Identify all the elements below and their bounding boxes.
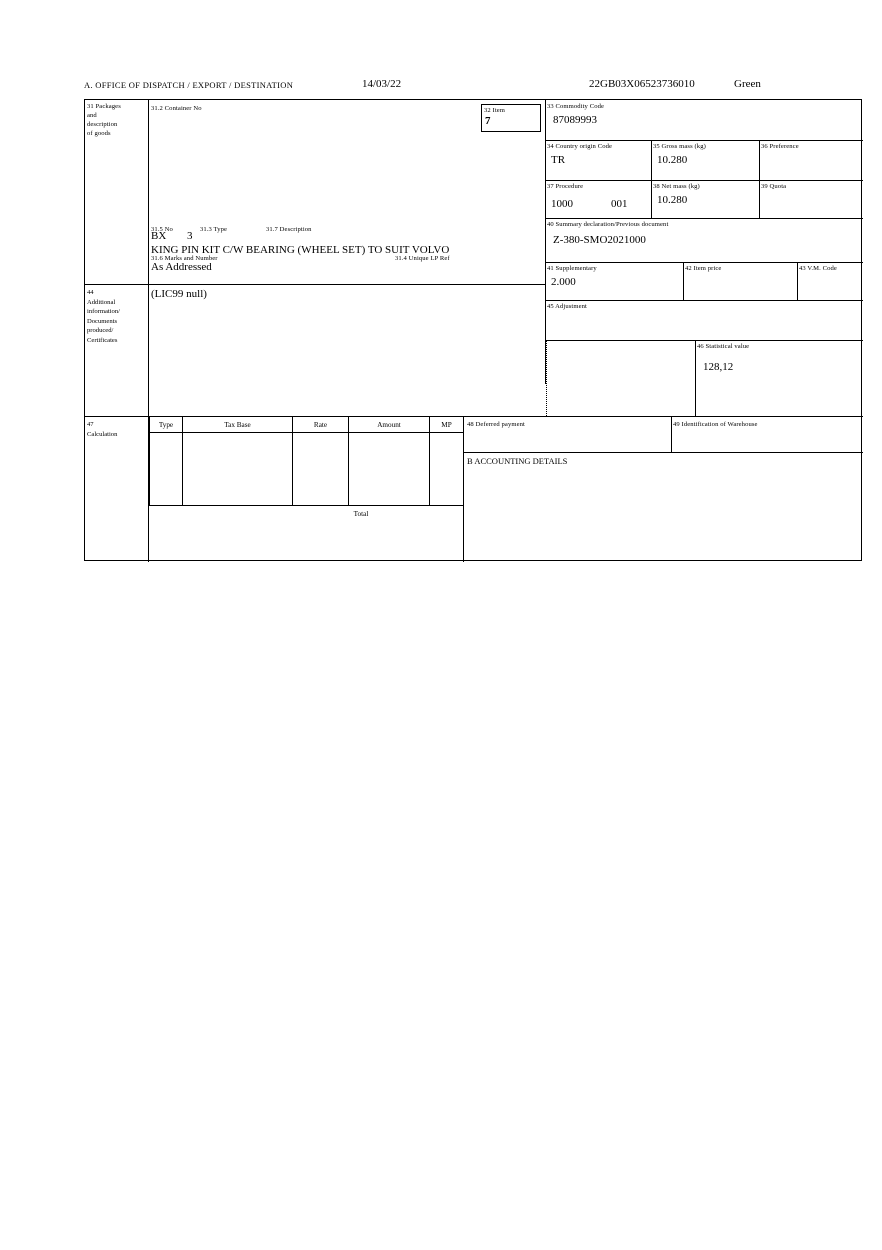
divider-47-48 [463,416,464,562]
procedure-label: 37 Procedure [547,183,584,190]
movement-reference-number: 22GB03X06523736010 [589,78,695,90]
packages-no-value: BX [151,230,167,242]
quota-label: 39 Quota [761,183,787,190]
calculation-table [149,416,463,540]
cell-amount [349,433,430,506]
adjustment-label: 45 Adjustment [547,303,587,310]
deferred-payment-value [467,429,667,432]
vm-code-value [799,273,861,276]
commodity-code-value: 87089993 [553,114,597,126]
cell-tax-base [183,433,293,506]
column-amount: Amount [349,417,430,433]
packages-type-label: 31.3 Type [200,226,228,233]
adjustment-value [547,311,861,314]
box-44-label-line-1: 44 [87,289,94,296]
unique-lp-ref-label: 31.4 Unique LP Ref [395,255,450,262]
box-44-label [87,288,147,416]
deferred-payment-label: 48 Deferred payment [467,421,525,428]
divider-35-37 [545,180,863,181]
box-49-warehouse-identification [673,420,861,450]
item-label: 32 Item [484,107,506,114]
container-no-label: 31.2 Container No [151,105,202,112]
box-b-accounting-details [467,456,847,476]
summary-declaration-label: 40 Summary declaration/Previous document [547,221,669,228]
preference-value [761,151,861,154]
calculation-header-row [150,417,464,433]
document-header [84,80,862,96]
item-price-value [685,273,797,276]
packages-type-value: 3 [187,230,193,242]
office-of-dispatch-label: A. OFFICE OF DISPATCH / EXPORT / DESTINATION [84,80,294,90]
divider-48-49 [671,416,672,452]
box-31-label [87,102,147,284]
box-40-summary-declaration [547,220,861,262]
divider-35-36 [759,140,760,218]
warehouse-identification-label: 49 Identification of Warehouse [673,421,758,428]
box-44-label-line-6: Certificates [87,336,118,344]
preference-label: 36 Preference [761,143,799,150]
vm-code-label: 43 V.M. Code [799,265,837,272]
divider-40-41 [545,262,863,263]
customs-declaration-form [84,99,862,561]
box-31-label-line-3: description [87,121,118,128]
box-38-net-mass [653,182,759,218]
goods-description-label: 31.7 Description [266,226,312,233]
procedure-value: 1000 [551,198,573,210]
box-34-country-origin [547,142,651,180]
item-price-label: 42 Item price [685,265,722,272]
declaration-date: 14/03/22 [362,78,402,90]
total-value [430,506,464,522]
divider-33 [545,140,863,141]
box-47-label [87,420,147,480]
box-43-vm-code [799,264,861,300]
box-45-adjustment [547,302,861,340]
gross-mass-value: 10.280 [657,154,688,166]
gross-mass-label: 35 Gross mass (kg) [653,143,706,150]
box-31-label-line-2: and [87,112,97,119]
item-value: 7 [485,115,491,127]
box-39-quota [761,182,861,218]
divider-46 [695,340,696,416]
supplementary-label: 41 Supplementary [547,265,597,272]
box-33-commodity-code [547,102,861,140]
country-origin-label: 34 Country origin Code [547,143,613,150]
divider-48-b [463,452,863,453]
procedure-additional-value: 001 [611,198,628,210]
divider-34-35 [651,140,652,218]
box-37-procedure [547,182,651,218]
calculation-total-row [150,506,464,522]
dotted-divider-46 [546,340,547,416]
box-42-item-price [685,264,797,300]
divider-42-43 [797,262,798,300]
statistical-value-value: 128,12 [703,361,734,373]
box-41-supplementary [547,264,683,300]
packages-no-label: 31.5 No [151,226,173,233]
total-label: Total [353,509,369,518]
box-47-label-line-1: 47 [87,421,94,428]
box-31-label-line-1: 31 Packages [87,103,121,110]
summary-declaration-value: Z-380-SMO2021000 [553,234,646,246]
commodity-code-label: 33 Commodity Code [547,103,605,110]
marks-and-number-label: 31.6 Marks and Number [151,255,218,262]
accounting-details-label: B ACCOUNTING DETAILS [467,456,568,466]
box-32-item [481,104,541,132]
column-mp: MP [430,417,464,433]
divider-31-44 [85,284,546,285]
column-type: Type [150,417,183,433]
table-row [150,433,464,506]
quota-value [761,191,861,194]
box-44-label-line-2: Additional [87,298,116,306]
box-44-label-line-3: information/ [87,308,120,315]
copy-colour-label: Green [734,78,761,90]
statistical-value-label: 46 Statistical value [697,343,750,350]
box-48-deferred-payment [467,420,667,450]
net-mass-value: 10.280 [657,194,688,206]
cell-mp [430,433,464,506]
divider-37-40 [545,218,863,219]
cell-type [150,433,183,506]
box-47-label-line-2: Calculation [87,430,118,438]
supplementary-value: 2.000 [551,276,576,288]
column-tax-base: Tax Base [183,417,293,433]
marks-and-number-value: As Addressed [151,261,212,273]
divider-41-45 [545,300,863,301]
divider-45-46 [545,340,863,341]
cell-rate [293,433,349,506]
box-46-statistical-value [697,342,861,394]
box-36-preference [761,142,861,180]
box-44-label-line-4: Documents [87,317,118,325]
warehouse-identification-value [673,429,861,432]
additional-information-value: (LIC99 null) [151,288,207,300]
box-44-label-line-5: produced/ [87,327,114,334]
box-31-label-line-4: of goods [87,130,111,137]
column-rate: Rate [293,417,349,433]
box-35-gross-mass [653,142,759,180]
net-mass-label: 38 Net mass (kg) [653,183,700,190]
country-origin-value: TR [551,154,566,166]
divider-41-42 [683,262,684,300]
goods-description-value: KING PIN KIT C/W BEARING (WHEEL SET) TO SUIT VOLVO [151,244,450,256]
